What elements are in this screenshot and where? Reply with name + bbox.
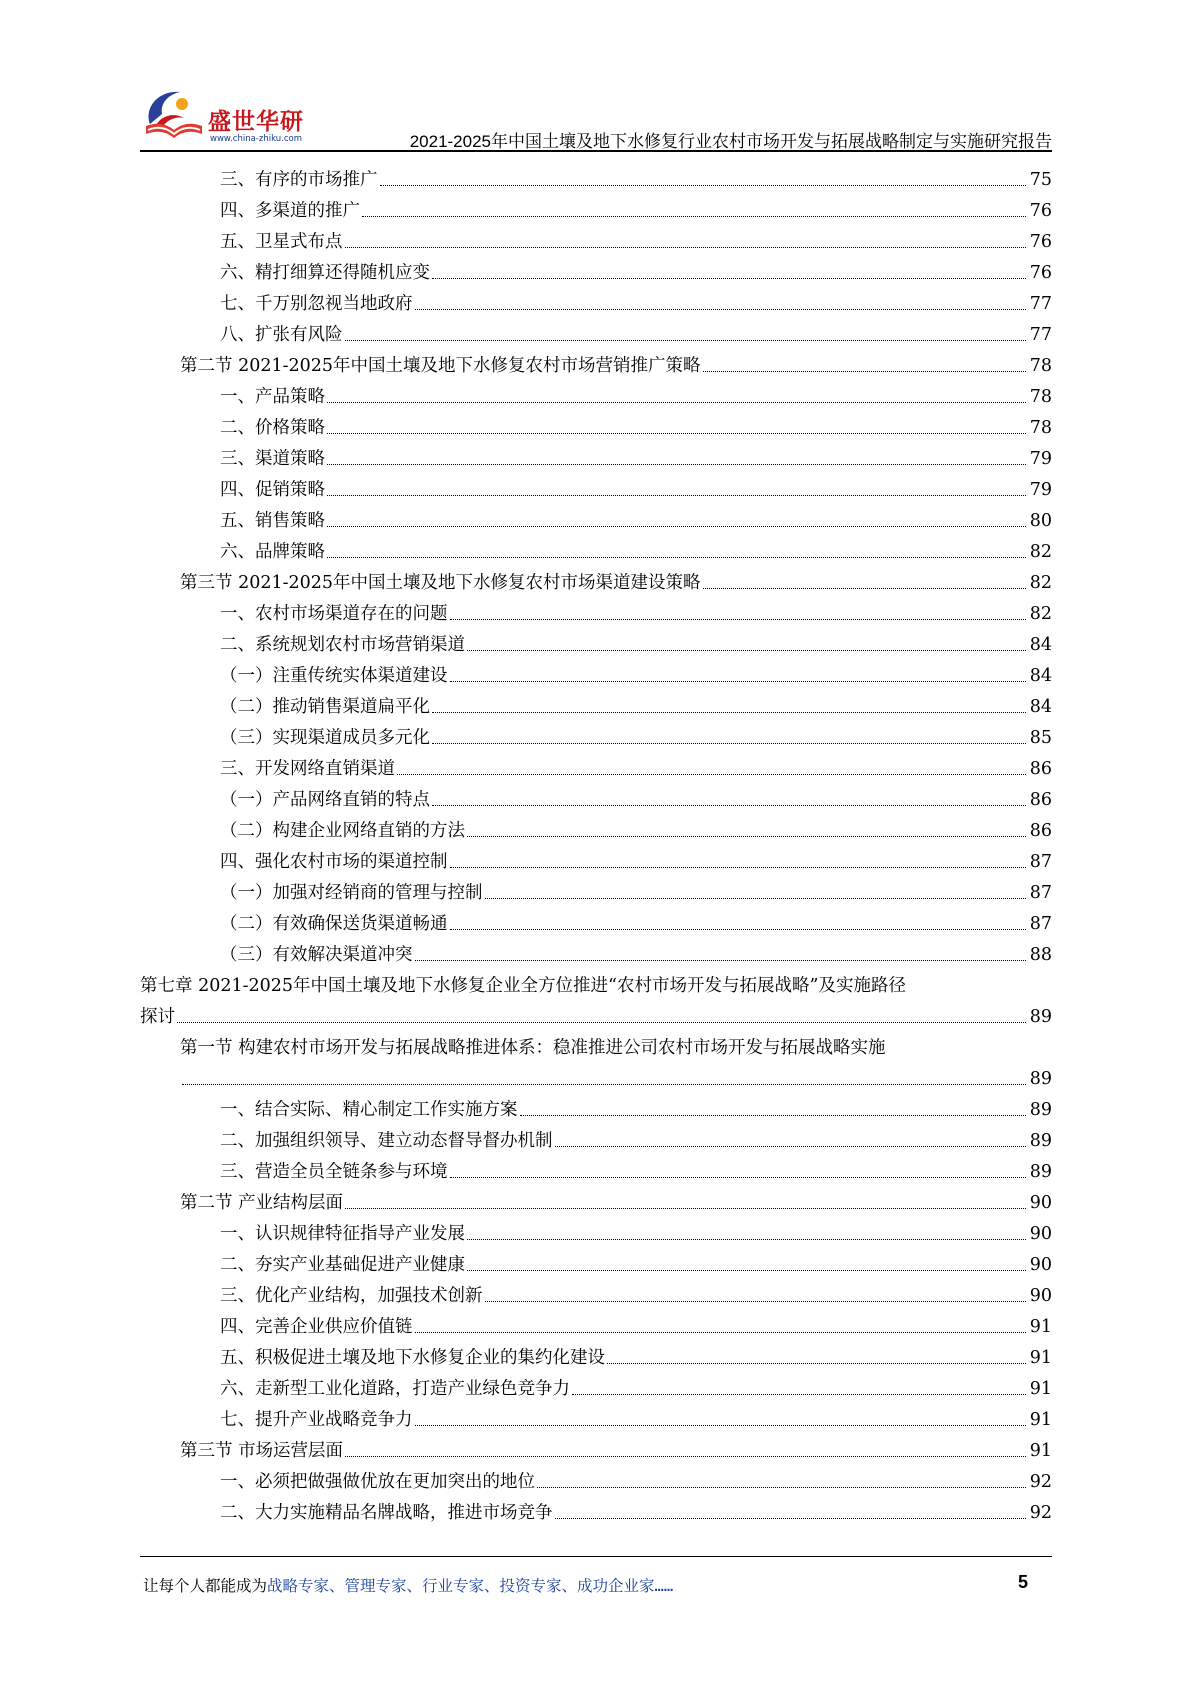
report-title: 2021-2025年中国土壤及地下水修复行业农村市场开发与拓展战略制定与实施研究报告 bbox=[409, 132, 1052, 151]
toc-entry-page: 87 bbox=[1029, 883, 1052, 903]
toc-entry[interactable] bbox=[220, 780, 1052, 811]
toc-entry-page: 82 bbox=[1029, 542, 1052, 562]
toc-entry-page: 90 bbox=[1029, 1193, 1052, 1213]
toc-entry[interactable] bbox=[220, 749, 1052, 780]
toc-entry-title: 二、价格策略 bbox=[220, 418, 325, 438]
toc-entry-page: 87 bbox=[1029, 852, 1052, 872]
toc-entry[interactable] bbox=[220, 470, 1052, 501]
toc-entry[interactable] bbox=[220, 160, 1052, 191]
toc-leader-dots bbox=[345, 340, 1026, 341]
toc-leader-dots bbox=[380, 185, 1026, 186]
toc-leader-dots bbox=[555, 1146, 1026, 1147]
toc-entry[interactable] bbox=[220, 532, 1052, 563]
toc-leader-dots bbox=[537, 1487, 1026, 1488]
toc-entry[interactable] bbox=[220, 1307, 1052, 1338]
footer-slogan-highlight: 战略专家、管理专家、行业专家、投资专家、成功企业家…… bbox=[267, 1577, 674, 1595]
toc-entry-title: 四、促销策略 bbox=[220, 480, 325, 500]
toc-leader-dots bbox=[432, 743, 1026, 744]
toc-entry[interactable] bbox=[220, 253, 1052, 284]
toc-entry-title: 一、结合实际、精心制定工作实施方案 bbox=[220, 1100, 518, 1120]
toc-entry[interactable] bbox=[140, 997, 1052, 1028]
toc-entry-title: 三、渠道策略 bbox=[220, 449, 325, 469]
toc-entry-title: （二）有效确保送货渠道畅通 bbox=[220, 914, 448, 934]
toc-leader-dots bbox=[327, 495, 1026, 496]
toc-entry-page: 91 bbox=[1029, 1317, 1052, 1337]
toc-entry[interactable] bbox=[220, 1493, 1052, 1524]
toc-entry[interactable] bbox=[220, 315, 1052, 346]
toc-leader-dots bbox=[485, 898, 1026, 899]
toc-entry[interactable] bbox=[220, 1369, 1052, 1400]
toc-entry-title: 四、强化农村市场的渠道控制 bbox=[220, 852, 448, 872]
toc-leader-dots bbox=[467, 1239, 1026, 1240]
toc-entry-title: 四、多渠道的推广 bbox=[220, 201, 360, 221]
toc-entry[interactable] bbox=[220, 656, 1052, 687]
toc-entry-page: 82 bbox=[1029, 573, 1052, 593]
toc-entry-title: 三、营造全员全链条参与环境 bbox=[220, 1162, 448, 1182]
toc-entry-page: 76 bbox=[1029, 263, 1052, 283]
toc-leader-dots bbox=[432, 712, 1026, 713]
toc-leader-dots bbox=[345, 1456, 1026, 1457]
toc-leader-dots bbox=[432, 805, 1026, 806]
toc-entry-page: 75 bbox=[1029, 170, 1052, 190]
footer-slogan-prefix: 让每个人都能成为 bbox=[143, 1577, 268, 1595]
toc-entry[interactable] bbox=[220, 687, 1052, 718]
toc-entry-page: 79 bbox=[1029, 480, 1052, 500]
toc-entry[interactable] bbox=[220, 1121, 1052, 1152]
toc-entry-page: 78 bbox=[1029, 387, 1052, 407]
toc-entry-page: 76 bbox=[1029, 201, 1052, 221]
toc-entry-page: 86 bbox=[1029, 821, 1052, 841]
toc-entry-title: （二）推动销售渠道扁平化 bbox=[220, 697, 430, 717]
toc-entry-page: 78 bbox=[1029, 356, 1052, 376]
toc-entry-page: 89 bbox=[1029, 1007, 1052, 1027]
toc-leader-dots bbox=[327, 433, 1026, 434]
toc-entry-title: （二）构建企业网络直销的方法 bbox=[220, 821, 465, 841]
toc-entry-title: 第二节 2021-2025年中国土壤及地下水修复农村市场营销推广策略 bbox=[180, 356, 701, 376]
toc-leader-dots bbox=[520, 1115, 1026, 1116]
toc-entry-page: 84 bbox=[1029, 666, 1052, 686]
toc-entry-page: 88 bbox=[1029, 945, 1052, 965]
toc-entry-page: 92 bbox=[1029, 1503, 1052, 1523]
toc-entry-title: （三）实现渠道成员多元化 bbox=[220, 728, 430, 748]
toc-leader-dots bbox=[703, 371, 1026, 372]
toc-leader-dots bbox=[450, 619, 1026, 620]
toc-leader-dots bbox=[415, 309, 1026, 310]
toc-entry-title: 三、优化产业结构，加强技术创新 bbox=[220, 1286, 483, 1306]
toc-entry-title: 第三节 2021-2025年中国土壤及地下水修复农村市场渠道建设策略 bbox=[180, 573, 701, 593]
toc-leader-dots bbox=[607, 1363, 1026, 1364]
toc-entry-title: 二、系统规划农村市场营销渠道 bbox=[220, 635, 465, 655]
toc-entry[interactable] bbox=[180, 346, 1052, 377]
toc-entry-page: 82 bbox=[1029, 604, 1052, 624]
toc-leader-dots bbox=[327, 557, 1026, 558]
toc-entry-title: 一、必须把做强做优放在更加突出的地位 bbox=[220, 1472, 535, 1492]
toc-entry-title: 六、走新型工业化道路，打造产业绿色竞争力 bbox=[220, 1379, 570, 1399]
toc-entry-page: 90 bbox=[1029, 1255, 1052, 1275]
toc-entry-page: 91 bbox=[1029, 1410, 1052, 1430]
toc-entry-title: 二、大力实施精品名牌战略，推进市场竞争 bbox=[220, 1503, 553, 1523]
toc-entry-title: 五、销售策略 bbox=[220, 511, 325, 531]
toc-entry[interactable] bbox=[180, 563, 1052, 594]
toc-entry-page: 77 bbox=[1029, 325, 1052, 345]
toc-leader-dots bbox=[362, 216, 1026, 217]
logo-url: www.china-zhiku.com bbox=[210, 134, 302, 144]
toc-entry[interactable] bbox=[220, 1214, 1052, 1245]
toc-entry[interactable] bbox=[220, 718, 1052, 749]
toc-leader-dots bbox=[703, 588, 1026, 589]
toc-leader-dots bbox=[327, 464, 1026, 465]
toc-entry-page: 84 bbox=[1029, 635, 1052, 655]
toc-entry[interactable] bbox=[180, 1028, 1052, 1059]
toc-leader-dots bbox=[415, 960, 1026, 961]
toc-entry[interactable] bbox=[220, 873, 1052, 904]
toc-leader-dots bbox=[415, 1425, 1026, 1426]
toc-leader-dots bbox=[345, 1208, 1026, 1209]
toc-entry-title: 五、卫星式布点 bbox=[220, 232, 343, 252]
footer-divider bbox=[140, 1556, 1052, 1557]
toc-leader-dots bbox=[450, 1177, 1026, 1178]
header-divider bbox=[140, 150, 1052, 152]
toc-leader-dots bbox=[572, 1394, 1026, 1395]
toc-entry[interactable] bbox=[220, 904, 1052, 935]
logo-emblem-icon bbox=[140, 82, 210, 148]
toc-entry-title: 五、积极促进土壤及地下水修复企业的集约化建设 bbox=[220, 1348, 605, 1368]
toc-leader-dots bbox=[467, 1270, 1026, 1271]
toc-entry-title: 探讨 bbox=[140, 1007, 175, 1027]
toc-entry-page: 92 bbox=[1029, 1472, 1052, 1492]
toc-entry-title: （一）产品网络直销的特点 bbox=[220, 790, 430, 810]
toc-entry-page: 90 bbox=[1029, 1286, 1052, 1306]
toc-leader-dots bbox=[345, 247, 1026, 248]
toc-entry-page: 86 bbox=[1029, 759, 1052, 779]
toc-entry-page: 87 bbox=[1029, 914, 1052, 934]
toc-entry-title: （一）注重传统实体渠道建设 bbox=[220, 666, 448, 686]
toc-entry[interactable] bbox=[220, 222, 1052, 253]
toc-entry-page: 77 bbox=[1029, 294, 1052, 314]
toc-entry-title: 四、完善企业供应价值链 bbox=[220, 1317, 413, 1337]
toc-leader-dots bbox=[397, 774, 1026, 775]
toc-leader-dots bbox=[182, 1084, 1026, 1085]
toc-entry[interactable] bbox=[220, 408, 1052, 439]
toc-entry-page: 84 bbox=[1029, 697, 1052, 717]
toc-entry-title: 一、农村市场渠道存在的问题 bbox=[220, 604, 448, 624]
toc-leader-dots bbox=[485, 1301, 1026, 1302]
toc-leader-dots bbox=[177, 1022, 1026, 1023]
toc-entry-title: 一、产品策略 bbox=[220, 387, 325, 407]
toc-entry-page: 89 bbox=[1029, 1131, 1052, 1151]
toc-entry-title: 一、认识规律特征指导产业发展 bbox=[220, 1224, 465, 1244]
toc-entry-page: 90 bbox=[1029, 1224, 1052, 1244]
toc-entry-title: 二、加强组织领导、建立动态督导督办机制 bbox=[220, 1131, 553, 1151]
toc-entry-page: 80 bbox=[1029, 511, 1052, 531]
toc-leader-dots bbox=[432, 278, 1026, 279]
logo-name: 盛世华研 bbox=[208, 109, 304, 135]
toc-entry-title: 七、提升产业战略竞争力 bbox=[220, 1410, 413, 1430]
toc-entry-title: 第七章 2021-2025年中国土壤及地下水修复企业全方位推进“农村市场开发与拓展战略”及实施路径 bbox=[140, 976, 906, 996]
toc-entry-page: 89 bbox=[1029, 1069, 1052, 1089]
toc-entry[interactable] bbox=[220, 284, 1052, 315]
toc-entry[interactable] bbox=[220, 1245, 1052, 1276]
toc-entry[interactable] bbox=[220, 842, 1052, 873]
toc-entry-title: 八、扩张有风险 bbox=[220, 325, 343, 345]
company-logo bbox=[140, 82, 440, 148]
toc-entry[interactable] bbox=[180, 1431, 1052, 1462]
toc-entry[interactable] bbox=[220, 501, 1052, 532]
toc-entry-title: 第二节 产业结构层面 bbox=[180, 1193, 344, 1213]
toc-entry-page: 89 bbox=[1029, 1100, 1052, 1120]
toc-entry[interactable] bbox=[220, 1400, 1052, 1431]
toc-entry[interactable] bbox=[220, 1338, 1052, 1369]
toc-entry-page: 91 bbox=[1029, 1379, 1052, 1399]
page-number: 5 bbox=[1018, 1572, 1029, 1592]
toc-entry[interactable] bbox=[220, 625, 1052, 656]
toc-entry-title: 六、品牌策略 bbox=[220, 542, 325, 562]
toc-entry[interactable] bbox=[220, 1152, 1052, 1183]
toc-entry[interactable] bbox=[220, 191, 1052, 222]
toc-entry-page: 85 bbox=[1029, 728, 1052, 748]
toc-entry-page: 86 bbox=[1029, 790, 1052, 810]
toc-entry-title: 第三节 市场运营层面 bbox=[180, 1441, 344, 1461]
page-header bbox=[140, 82, 1052, 152]
toc-entry[interactable] bbox=[220, 594, 1052, 625]
toc-leader-dots bbox=[555, 1518, 1026, 1519]
toc-entry[interactable] bbox=[140, 966, 1052, 997]
toc-entry[interactable] bbox=[180, 1183, 1052, 1214]
toc-entry-title: 第一节 构建农村市场开发与拓展战略推进体系：稳准推进公司农村市场开发与拓展战略实施 bbox=[180, 1038, 886, 1058]
toc-entry-title: 二、夯实产业基础促进产业健康 bbox=[220, 1255, 465, 1275]
toc-entry[interactable] bbox=[220, 1090, 1052, 1121]
toc-entry-page: 78 bbox=[1029, 418, 1052, 438]
toc-leader-dots bbox=[450, 867, 1026, 868]
toc-leader-dots bbox=[467, 836, 1026, 837]
toc-entry[interactable] bbox=[220, 811, 1052, 842]
toc-entry-title: 七、千万别忽视当地政府 bbox=[220, 294, 413, 314]
toc-entry-page: 76 bbox=[1029, 232, 1052, 252]
toc-entry[interactable] bbox=[220, 377, 1052, 408]
toc-entry[interactable] bbox=[220, 1462, 1052, 1493]
toc-leader-dots bbox=[467, 650, 1026, 651]
toc-entry-title: （一）加强对经销商的管理与控制 bbox=[220, 883, 483, 903]
toc-entry-page: 79 bbox=[1029, 449, 1052, 469]
toc-entry-title: （三）有效解决渠道冲突 bbox=[220, 945, 413, 965]
toc-leader-dots bbox=[327, 526, 1026, 527]
toc-entry-page: 91 bbox=[1029, 1348, 1052, 1368]
toc-entry-title: 三、有序的市场推广 bbox=[220, 170, 378, 190]
toc-entry-page: 89 bbox=[1029, 1162, 1052, 1182]
toc-leader-dots bbox=[327, 402, 1026, 403]
toc-leader-dots bbox=[450, 681, 1026, 682]
footer-slogan bbox=[143, 1574, 673, 1596]
toc-entry[interactable] bbox=[180, 1059, 1052, 1090]
toc-entry[interactable] bbox=[220, 935, 1052, 966]
toc-entry-title: 六、精打细算还得随机应变 bbox=[220, 263, 430, 283]
toc-entry[interactable] bbox=[220, 1276, 1052, 1307]
toc-leader-dots bbox=[450, 929, 1026, 930]
toc-entry-page: 91 bbox=[1029, 1441, 1052, 1461]
toc-entry[interactable] bbox=[220, 439, 1052, 470]
toc-entry-title: 三、开发网络直销渠道 bbox=[220, 759, 395, 779]
toc-leader-dots bbox=[415, 1332, 1026, 1333]
